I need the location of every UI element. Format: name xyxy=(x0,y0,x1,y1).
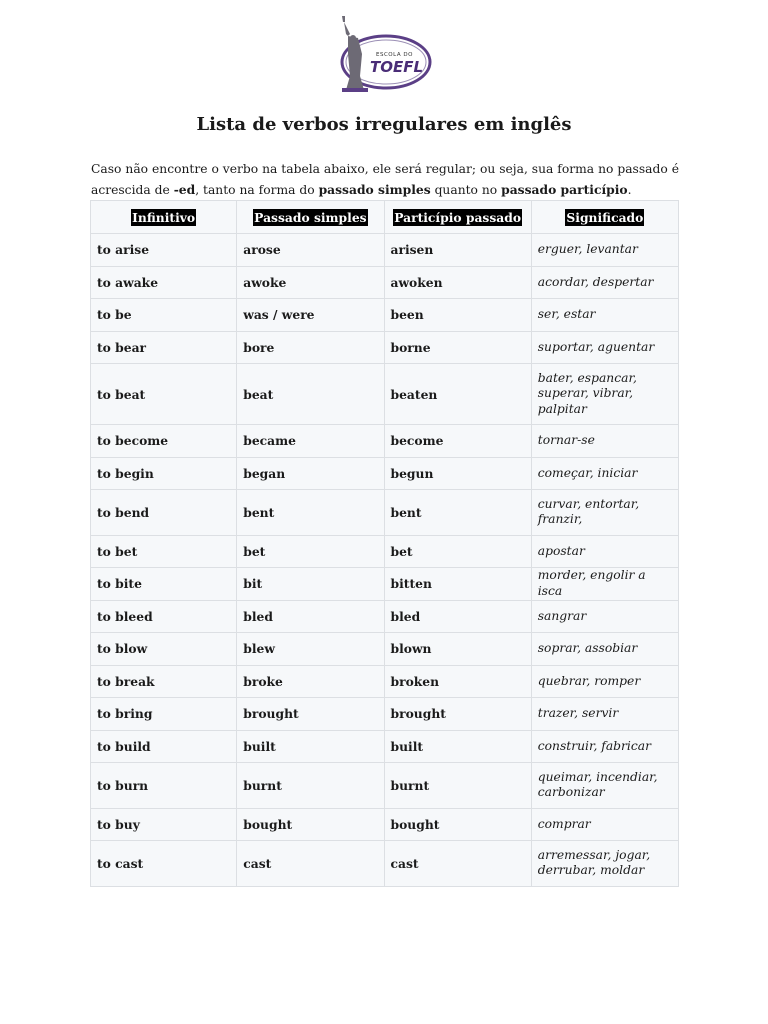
simple-past-cell: blew xyxy=(237,633,384,666)
infinitive-cell: to cast xyxy=(90,841,237,887)
simple-past-cell: built xyxy=(237,731,384,764)
infinitive-cell: to bend xyxy=(90,490,237,536)
simple-past-cell: bit xyxy=(237,568,384,601)
meaning-cell: acordar, despertar xyxy=(532,267,679,300)
past-participle-cell: bought xyxy=(385,809,532,842)
past-participle-cell: bent xyxy=(385,490,532,536)
past-participle-cell: been xyxy=(385,299,532,332)
meaning-cell: tornar-se xyxy=(532,425,679,458)
meaning-cell: arremessar, jogar, derrubar, moldar xyxy=(532,841,679,887)
infinitive-cell: to become xyxy=(90,425,237,458)
meaning-cell: apostar xyxy=(532,536,679,569)
simple-past-cell: became xyxy=(237,425,384,458)
simple-past-cell: burnt xyxy=(237,763,384,809)
past-participle-cell: bitten xyxy=(385,568,532,601)
irregular-verbs-table xyxy=(90,200,679,887)
infinitive-cell: to begin xyxy=(90,458,237,491)
header-infinitive: Infinitivo xyxy=(90,200,237,234)
simple-past-cell: bore xyxy=(237,332,384,365)
infinitive-cell: to bite xyxy=(90,568,237,601)
simple-past-cell: cast xyxy=(237,841,384,887)
meaning-cell: quebrar, romper xyxy=(532,666,679,699)
infinitive-cell: to bring xyxy=(90,698,237,731)
past-participle-cell: bet xyxy=(385,536,532,569)
meaning-cell: suportar, aguentar xyxy=(532,332,679,365)
table-row xyxy=(90,731,679,764)
table-row xyxy=(90,490,679,536)
infinitive-cell: to be xyxy=(90,299,237,332)
simple-past-cell: broke xyxy=(237,666,384,699)
simple-past-cell: was / were xyxy=(237,299,384,332)
table-row xyxy=(90,809,679,842)
page-title: Lista de verbos irregulares em inglês xyxy=(196,114,572,135)
table-row xyxy=(90,364,679,425)
simple-past-cell: brought xyxy=(237,698,384,731)
infinitive-cell: to beat xyxy=(90,364,237,425)
past-participle-cell: borne xyxy=(385,332,532,365)
infinitive-cell: to bet xyxy=(90,536,237,569)
table-row xyxy=(90,698,679,731)
meaning-cell: soprar, assobiar xyxy=(532,633,679,666)
past-participle-cell: arisen xyxy=(385,234,532,267)
infinitive-cell: to awake xyxy=(90,267,237,300)
meaning-cell: erguer, levantar xyxy=(532,234,679,267)
table-row xyxy=(90,601,679,634)
infinitive-cell: to build xyxy=(90,731,237,764)
meaning-cell: curvar, entortar, franzir, xyxy=(532,490,679,536)
table-row xyxy=(90,332,679,365)
simple-past-cell: bled xyxy=(237,601,384,634)
simple-past-cell: arose xyxy=(237,234,384,267)
table-row xyxy=(90,425,679,458)
meaning-cell: bater, espancar, superar, vibrar, palpitar xyxy=(532,364,679,425)
table-header-row xyxy=(90,200,679,234)
statue-of-liberty-logo-icon xyxy=(336,14,432,94)
meaning-cell: queimar, incendiar, carbonizar xyxy=(532,763,679,809)
infinitive-cell: to bear xyxy=(90,332,237,365)
simple-past-cell: beat xyxy=(237,364,384,425)
simple-past-cell: bought xyxy=(237,809,384,842)
meaning-cell: ser, estar xyxy=(532,299,679,332)
meaning-cell: construir, fabricar xyxy=(532,731,679,764)
past-participle-cell: blown xyxy=(385,633,532,666)
table-row xyxy=(90,841,679,887)
simple-past-cell: bent xyxy=(237,490,384,536)
infinitive-cell: to burn xyxy=(90,763,237,809)
past-participle-cell: awoken xyxy=(385,267,532,300)
header-past-participle: Particípio passado xyxy=(385,200,532,234)
header-meaning: Significado xyxy=(532,200,679,234)
meaning-cell: trazer, servir xyxy=(532,698,679,731)
meaning-cell: morder, engolir a isca xyxy=(532,568,679,601)
table-row xyxy=(90,666,679,699)
table-row xyxy=(90,568,679,601)
past-participle-cell: brought xyxy=(385,698,532,731)
svg-text:ESCOLA DO: ESCOLA DO xyxy=(376,52,413,58)
table-row xyxy=(90,299,679,332)
past-participle-cell: built xyxy=(385,731,532,764)
table-row xyxy=(90,267,679,300)
infinitive-cell: to bleed xyxy=(90,601,237,634)
table-row xyxy=(90,234,679,267)
infinitive-cell: to break xyxy=(90,666,237,699)
past-participle-cell: cast xyxy=(385,841,532,887)
school-logo xyxy=(336,14,432,94)
past-participle-cell: beaten xyxy=(385,364,532,425)
infinitive-cell: to blow xyxy=(90,633,237,666)
past-participle-cell: broken xyxy=(385,666,532,699)
meaning-cell: comprar xyxy=(532,809,679,842)
infinitive-cell: to arise xyxy=(90,234,237,267)
svg-text:TOEFL: TOEFL xyxy=(370,58,424,76)
meaning-cell: sangrar xyxy=(532,601,679,634)
table-row xyxy=(90,633,679,666)
meaning-cell: começar, iniciar xyxy=(532,458,679,491)
past-participle-cell: bled xyxy=(385,601,532,634)
simple-past-cell: bet xyxy=(237,536,384,569)
simple-past-cell: began xyxy=(237,458,384,491)
intro-paragraph: Caso não encontre o verbo na tabela abaixo, ele será regular; ou seja, sua forma no passado é acrescida de -ed, tanto na forma do passado simples quanto no passado particípio. xyxy=(91,162,679,197)
table-row xyxy=(90,763,679,809)
simple-past-cell: awoke xyxy=(237,267,384,300)
past-participle-cell: become xyxy=(385,425,532,458)
infinitive-cell: to buy xyxy=(90,809,237,842)
past-participle-cell: burnt xyxy=(385,763,532,809)
past-participle-cell: begun xyxy=(385,458,532,491)
table-row xyxy=(90,458,679,491)
header-simple-past: Passado simples xyxy=(237,200,384,234)
table-row xyxy=(90,536,679,569)
